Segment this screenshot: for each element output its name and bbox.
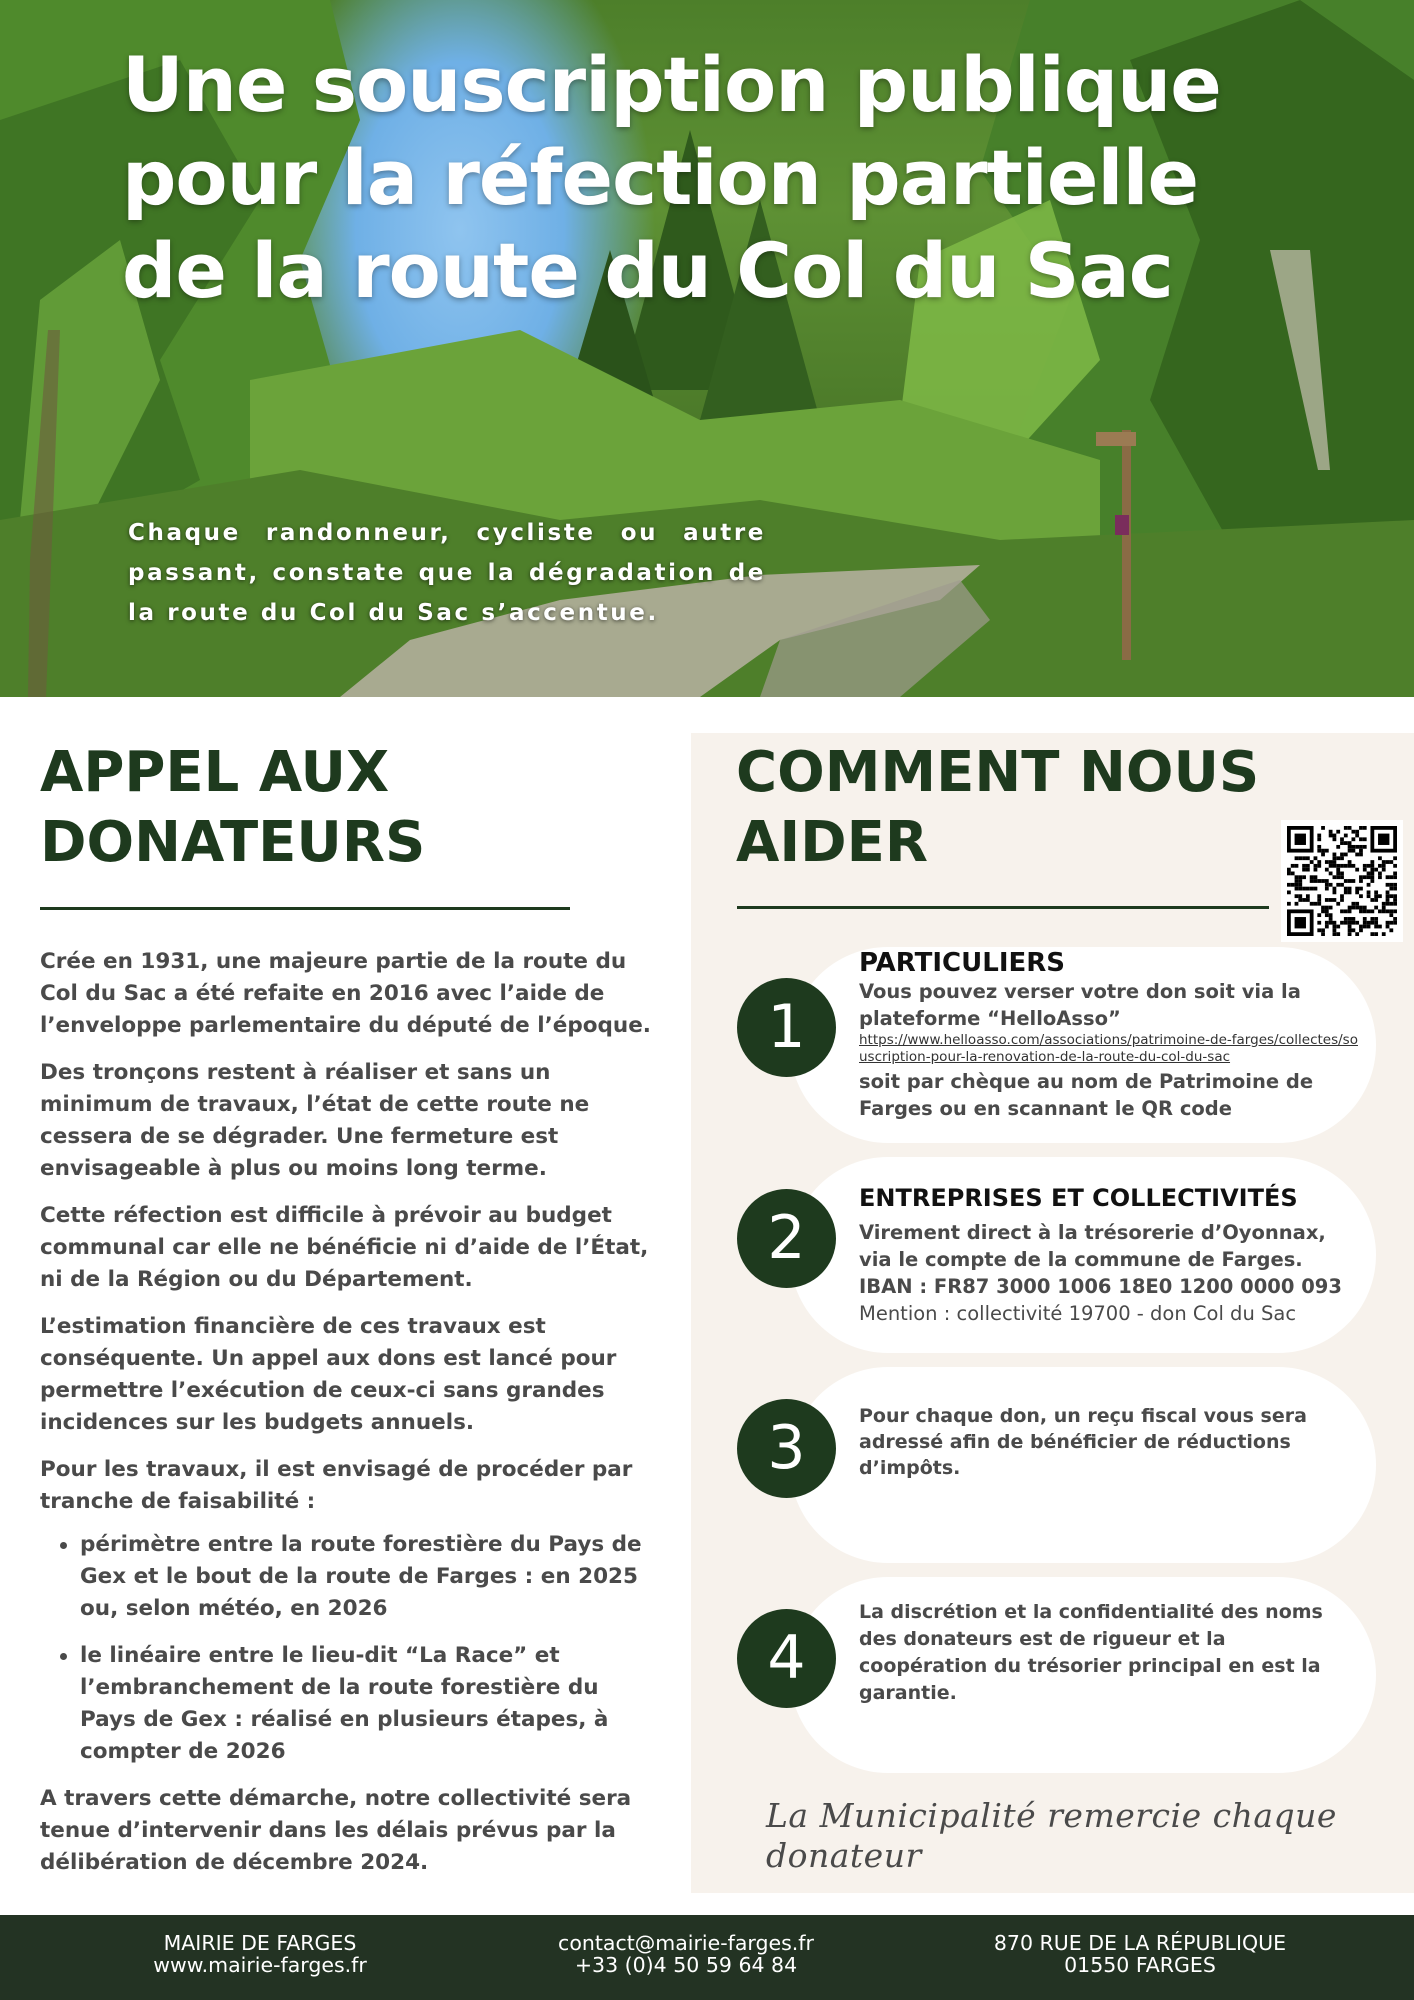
help-heading-line: AIDER (736, 810, 929, 875)
appeal-paragraph: Des tronçons restent à réaliser et sans un minimum de travaux, l’état de cette route ne cessera de se dégrader. Une fermeture est envisageable à plus ou moins long terme. (40, 1060, 590, 1181)
footer-website-link[interactable]: www.mairie-farges.fr (153, 1953, 367, 1977)
step-title: PARTICULIERS (859, 948, 1065, 978)
appeal-paragraph: Pour les travaux, il est envisagé de procéder par tranche de faisabilité : (40, 1457, 633, 1514)
footer (0, 1915, 1414, 2000)
hero-subtitle: Chaque randonneur, cycliste ou autre passant, constate que la dégradation de la route du Col du Sac s’accentue. (128, 520, 766, 626)
iban-text: IBAN : FR87 3000 1006 18E0 1200 0000 093 (859, 1275, 1342, 1298)
qr-code-graphic (1287, 826, 1397, 936)
qr-code-icon[interactable] (1281, 820, 1403, 942)
hero-title-line: de la route du Col du Sac (122, 226, 1173, 315)
appeal-heading-line: APPEL AUX (40, 740, 390, 805)
step-number-badge: 4 (737, 1609, 836, 1708)
hero-title-line: Une souscription publique (122, 40, 1221, 129)
step-description: Vous pouvez verser votre don soit via la plateforme “HelloAsso” (859, 980, 1301, 1030)
step-description: Virement direct à la trésorerie d’Oyonnax, via le compte de la commune de Farges. (859, 1221, 1326, 1271)
appeal-heading-line: DONATEURS (40, 810, 426, 875)
help-heading (736, 738, 1296, 878)
footer-address (960, 1932, 1320, 1976)
thanks-message: La Municipalité remercie chaque donateur (766, 1796, 1337, 1875)
footer-phone[interactable]: +33 (0)4 50 59 64 84 (574, 1953, 798, 1977)
works-list-item: périmètre entre la route forestière du Pays de Gex et le bout de la route de Farges : en 2025 ou, selon météo, en 2026 (80, 1529, 660, 1625)
appeal-paragraph: L’estimation financière de ces travaux est conséquente. Un appel aux dons est lancé pour permettre l’exécution de ceux-ci sans grandes incidences sur les budgets annuels. (40, 1314, 617, 1435)
transfer-mention: Mention : collectivité 19700 - don Col du Sac (859, 1302, 1297, 1325)
help-heading-line: COMMENT NOUS (736, 740, 1260, 805)
footer-email-link[interactable]: contact@mairie-farges.fr (558, 1931, 814, 1955)
footer-contact (526, 1932, 846, 1976)
footer-town-name: MAIRIE DE FARGES (163, 1931, 357, 1955)
step-content (859, 1183, 1359, 1327)
hero-photo-banner (0, 0, 1414, 697)
step-description: Pour chaque don, un reçu fiscal vous sera adressé afin de bénéficier de réductions d’impôts. (859, 1405, 1307, 1479)
appeal-paragraph: Crée en 1931, une majeure partie de la route du Col du Sac a été refaite en 2016 avec l’aide de l’enveloppe parlementaire du député de l’époque. (40, 949, 651, 1038)
appeal-heading (40, 738, 640, 878)
step-title: ENTREPRISES ET COLLECTIVITÉS (859, 1184, 1298, 1212)
footer-street: 870 RUE DE LA RÉPUBLIQUE (993, 1931, 1287, 1955)
appeal-divider (40, 907, 570, 910)
works-list-item: le linéaire entre le lieu-dit “La Race” et l’embranchement de la route forestière du Pays de Gex : réalisé en plusieurs étapes, à compter de 2026 (80, 1640, 660, 1768)
step-description: soit par chèque au nom de Patrimoine de Farges ou en scannant le QR code (859, 1070, 1314, 1120)
footer-town-hall (120, 1932, 400, 1976)
footer-city: 01550 FARGES (1064, 1953, 1216, 1977)
appeal-paragraph: Cette réfection est difficile à prévoir au budget communal car elle ne bénéficie ni d’aide de l’État, ni de la Région ou du Département. (40, 1203, 649, 1292)
step-description: La discrétion et la confidentialité des noms des donateurs est de rigueur et la coopération du trésorier principal en est la garantie. (859, 1601, 1323, 1704)
hero-title-line: pour la réfection partielle (122, 133, 1199, 222)
hero-title (122, 38, 1302, 317)
step-content (859, 948, 1359, 1122)
step-number-badge: 2 (737, 1189, 836, 1288)
appeal-closing: A travers cette démarche, notre collectivité sera tenue d’intervenir dans les délais prévus par la délibération de décembre 2024. (40, 1786, 632, 1875)
step-number-badge: 1 (737, 978, 836, 1077)
help-divider (737, 906, 1269, 909)
helloasso-link[interactable]: https://www.helloasso.com/associations/patrimoine-de-farges/collectes/souscription-pour-la-renovation-de-la-route-du-col-du-sac (859, 1032, 1358, 1065)
works-list (80, 1529, 660, 1768)
appeal-body (40, 946, 660, 1894)
step-number-badge: 3 (737, 1399, 836, 1498)
